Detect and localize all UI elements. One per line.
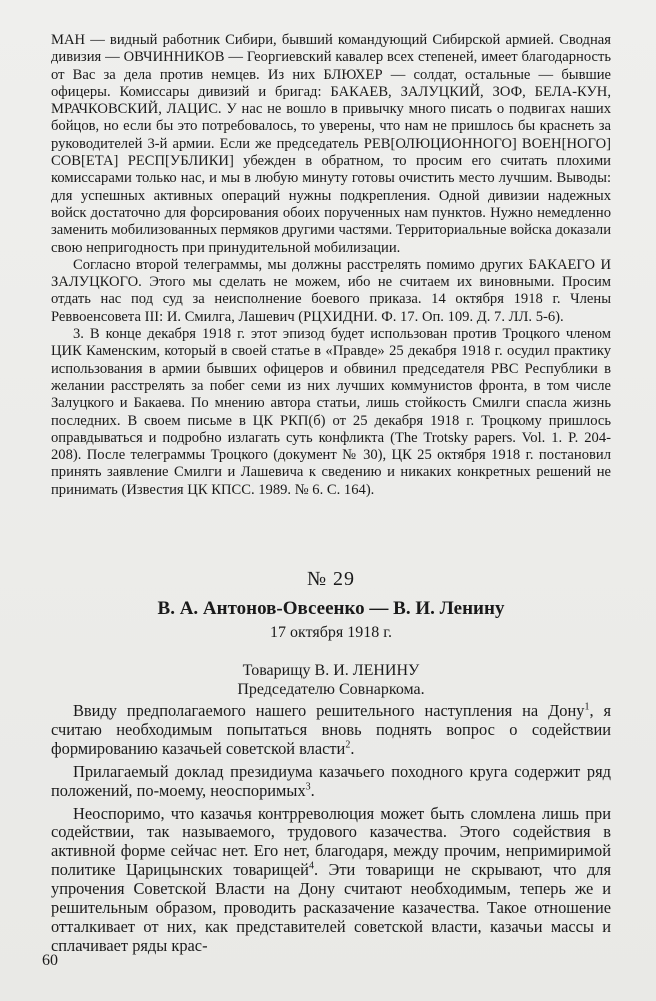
document-date: 17 октября 1918 г. — [270, 624, 392, 641]
document-title: В. А. Антонов-Овсеенко — В. И. Ленину — [157, 598, 505, 619]
footnote-ref: 1 — [584, 701, 590, 713]
body-text: . Эти товарищи не скрывают, что для упрочения Советской Власти на Дону считают необходимым, теперь же и решительным образом, проводить расказачение казачества. Такое отношение отталкивает от них, как представителей советской власти, казачьи массы и сплачивает ряды крас- — [51, 860, 612, 955]
body-text: Неоспоримо, что казачья контрреволюция может быть сломлена лишь при содействии, так называемого, трудового казачества. Этого содействия в активной форме сейчас нет. Его нет, благодаря, между прочим, непримиримой политике Царицынских товарищей — [51, 803, 611, 880]
note-paragraph: Согласно второй телеграммы, мы должны расстрелять помимо других БАКАЕГО И ЗАЛУЦКОГО. Этого мы сделать не можем, ибо не считаем их виновными. Просим отдать нас под суд за неисполнение боевого приказа. 14 октября 1918 г. Члены Реввоенсовета III: И. Смилга, Лашевич (РЦХИДНИ. Ф. 17. Оп. 109. Д. 7. ЛЛ. 5-6). — [51, 256, 611, 325]
body-text: . — [310, 780, 315, 800]
body-text: Ввиду предполагаемого нашего решительного наступления на Дону — [73, 701, 585, 720]
page-number: 60 — [42, 952, 58, 969]
document-number: № 29 — [306, 568, 356, 590]
addressee-name: Товарищу В. И. ЛЕНИНУ — [242, 662, 420, 679]
body-text: . — [350, 738, 355, 758]
body-paragraph — [51, 763, 611, 801]
body-text: Прилагаемый доклад президиума казачьего походного круга содержит ряд положений, по-моему, неоспоримых — [51, 761, 611, 800]
addressee-title: Председателю Совнаркома. — [237, 681, 425, 698]
body-text: , я считаю необходимым попытаться вновь поднять вопрос о содействии формированию казачьей советской власти — [51, 701, 612, 758]
body-paragraph — [51, 702, 611, 759]
footnote-ref: 3 — [305, 781, 311, 793]
document-body — [51, 702, 611, 960]
footnote-block — [51, 32, 611, 499]
body-paragraph — [51, 805, 611, 956]
note-paragraph: 3. В конце декабря 1918 г. этот эпизод будет использован против Троцкого членом ЦИК Каменским, который в своей статье в «Правде» 25 декабря 1918 г. осудил практику использования в армии бывших офицеров и обвинил председателя РВС Республики в желании расстрелять за побег семи из них лучших коммунистов фронта, в том числе Залуцкого и Бакаева. По мнению автора статьи, лишь стойкость Смилги спасла жизнь последних. В своем письме в ЦК РКП(б) от 25 декабря 1918 г. Троцкому пришлось оправдываться и подробно излагать суть конфликта (The Trotsky papers. Vol. 1. P. 204-208). После телеграммы Троцкого (документ № 30), ЦК 25 октября 1918 г. постановил принять заявление Смилги и Лашевича к сведению и никаких конкретных решений не принимать (Известия ЦК КПСС. 1989. № 6. С. 164). — [51, 326, 611, 498]
footnote-ref: 2 — [345, 739, 351, 751]
note-paragraph: МАН — видный работник Сибири, бывший командующий Сибирской армией. Сводная дивизия — ОВЧИННИКОВ — Георгиевский кавалер всех степеней, имеет благодарность от Вас за дела против немцев. Из них БЛЮХЕР — солдат, остальные — бывшие офицеры. Комиссары дивизий и бригад: БАКАЕВ, ЗАЛУЦКИЙ, ЗОФ, БЕЛА-КУН, МРАЧКОВСКИЙ, ЛАЦИС. У нас не вошло в привычку много писать о подвигах наших бойцов, но если бы это потребовалось, то уверены, что нам не пришлось бы краснеть за руководителей 3-й армии. Если же председатель РЕВ[ОЛЮЦИОННОГО] ВОЕН[НОГО] СОВ[ЕТА] РЕСП[УБЛИКИ] убежден в обратном, то просим его считать плохими комиссарами только нас, и мы в любую минуту готовы очистить место лучшим. Выводы: для успешных активных операций нужны подкрепления. Одной дивизии надежных войск достаточно для форсирования обоих порученных нам пунктов. Нужно немедленно заменить мобилизованных пермяков другими частями. Территориальные войска доказали свою непригодность при принудительной мобилизации. — [51, 32, 611, 256]
footnote-ref: 4 — [308, 860, 314, 872]
